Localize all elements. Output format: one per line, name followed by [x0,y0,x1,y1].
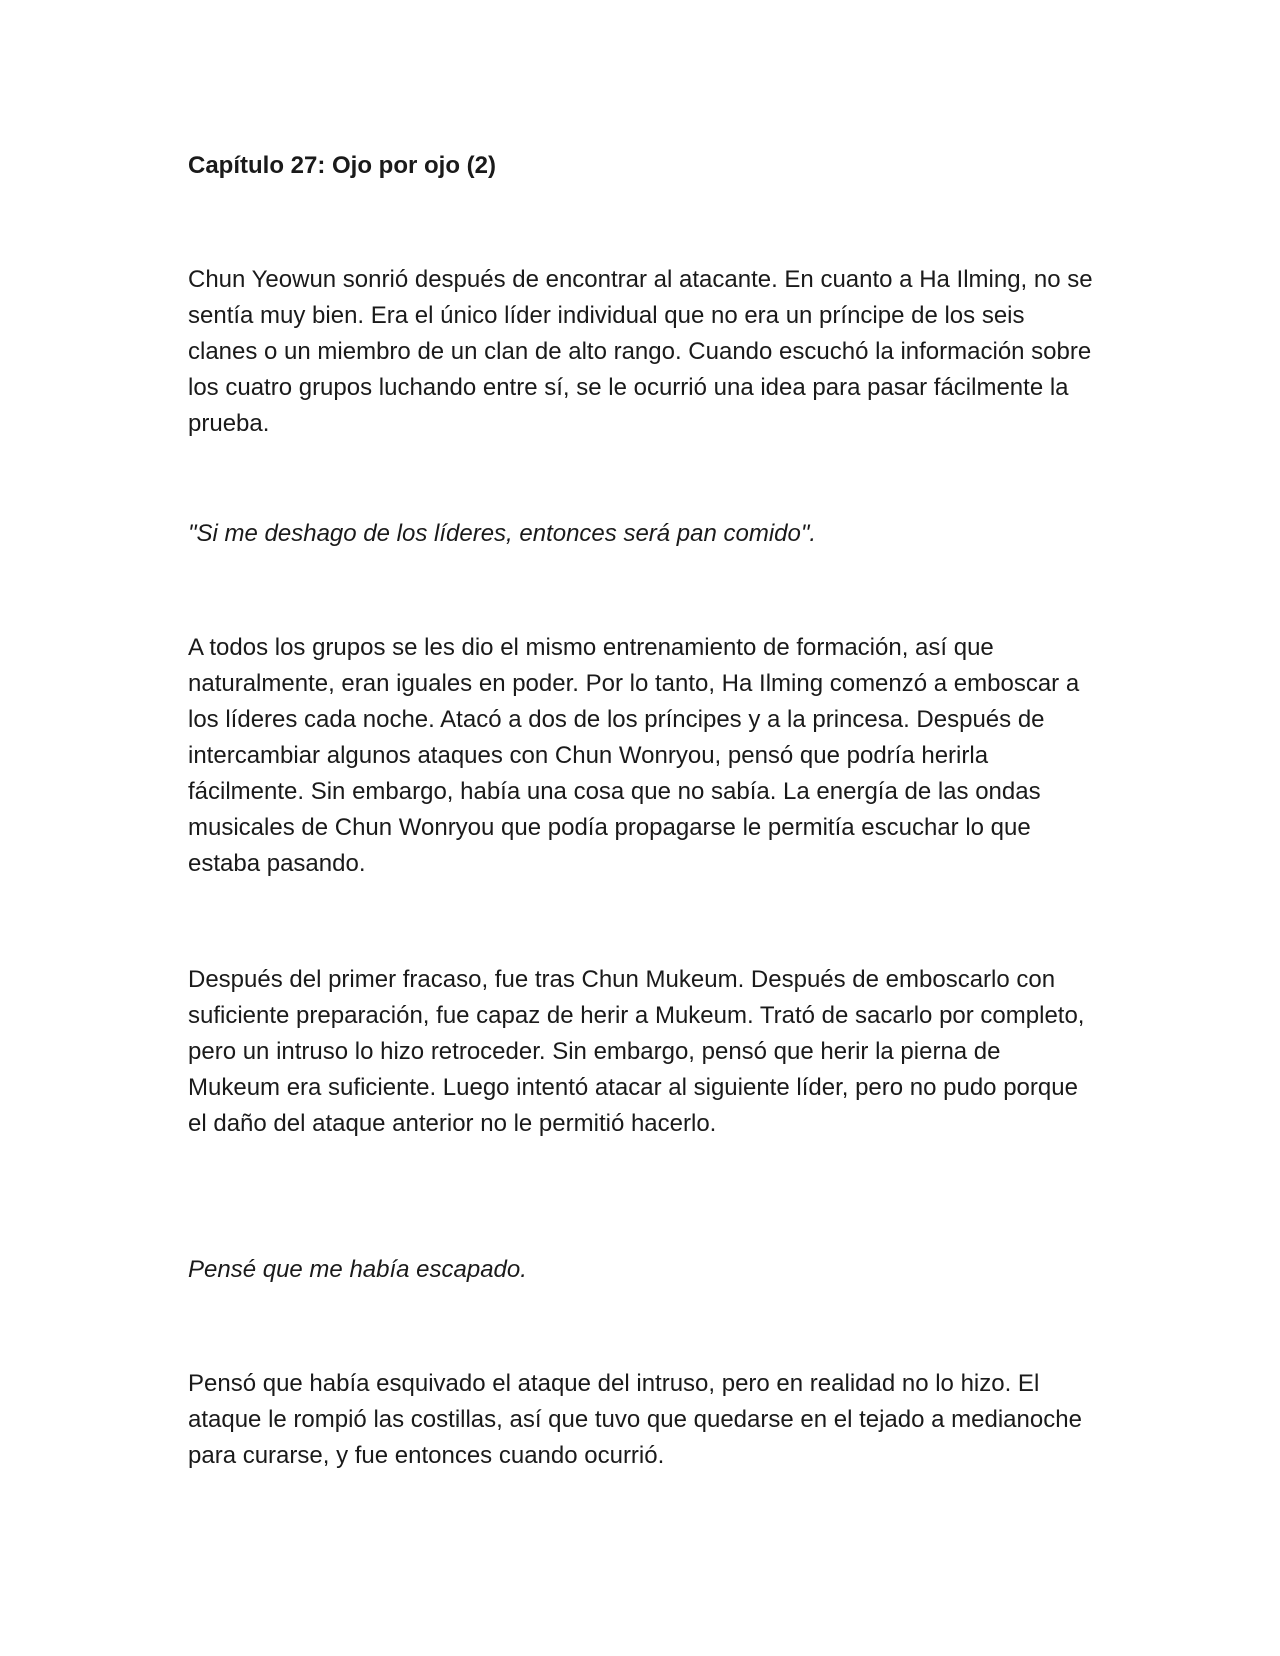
paragraph-5-thought: Pensé que me había escapado. [188,1256,527,1283]
paragraph-6: Pensó que había esquivado el ataque del intruso, pero en realidad no lo hizo. El ataque le rompió las costillas, así que tuvo que quedarse en el tejado a medianoche para curarse, y fue entonces cuando ocurrió. [188,1370,1082,1469]
paragraph-1: Chun Yeowun sonrió después de encontrar al atacante. En cuanto a Ha Ilming, no se sentía muy bien. Era el único líder individual que no era un príncipe de los seis clanes o un miembro de un clan de alto rango. Cuando escuchó la información sobre los cuatro grupos luchando entre sí, se le ocurrió una idea para pasar fácilmente la prueba. [188,266,1093,437]
paragraph-4: Después del primer fracaso, fue tras Chun Mukeum. Después de emboscarlo con suficiente preparación, fue capaz de herir a Mukeum. Trató de sacarlo por completo, pero un intruso lo hizo retroceder. Sin embargo, pensó que herir la pierna de Mukeum era suficiente. Luego intentó atacar al siguiente líder, pero no pudo porque el daño del ataque anterior no le permitió hacerlo. [188,966,1085,1137]
chapter-title: Capítulo 27: Ojo por ojo (2) [188,152,496,179]
paragraph-3: A todos los grupos se les dio el mismo entrenamiento de formación, así que naturalmente, eran iguales en poder. Por lo tanto, Ha Ilming comenzó a emboscar a los líderes cada noche. Atacó a dos de los príncipes y a la princesa. Después de intercambiar algunos ataques con Chun Wonryou, pensó que podría herirla fácilmente. Sin embargo, había una cosa que no sabía. La energía de las ondas musicales de Chun Wonryou que podía propagarse le permitía escuchar lo que estaba pasando. [188,634,1080,877]
paragraph-2-quote: "Si me deshago de los líderes, entonces será pan comido". [188,520,817,547]
